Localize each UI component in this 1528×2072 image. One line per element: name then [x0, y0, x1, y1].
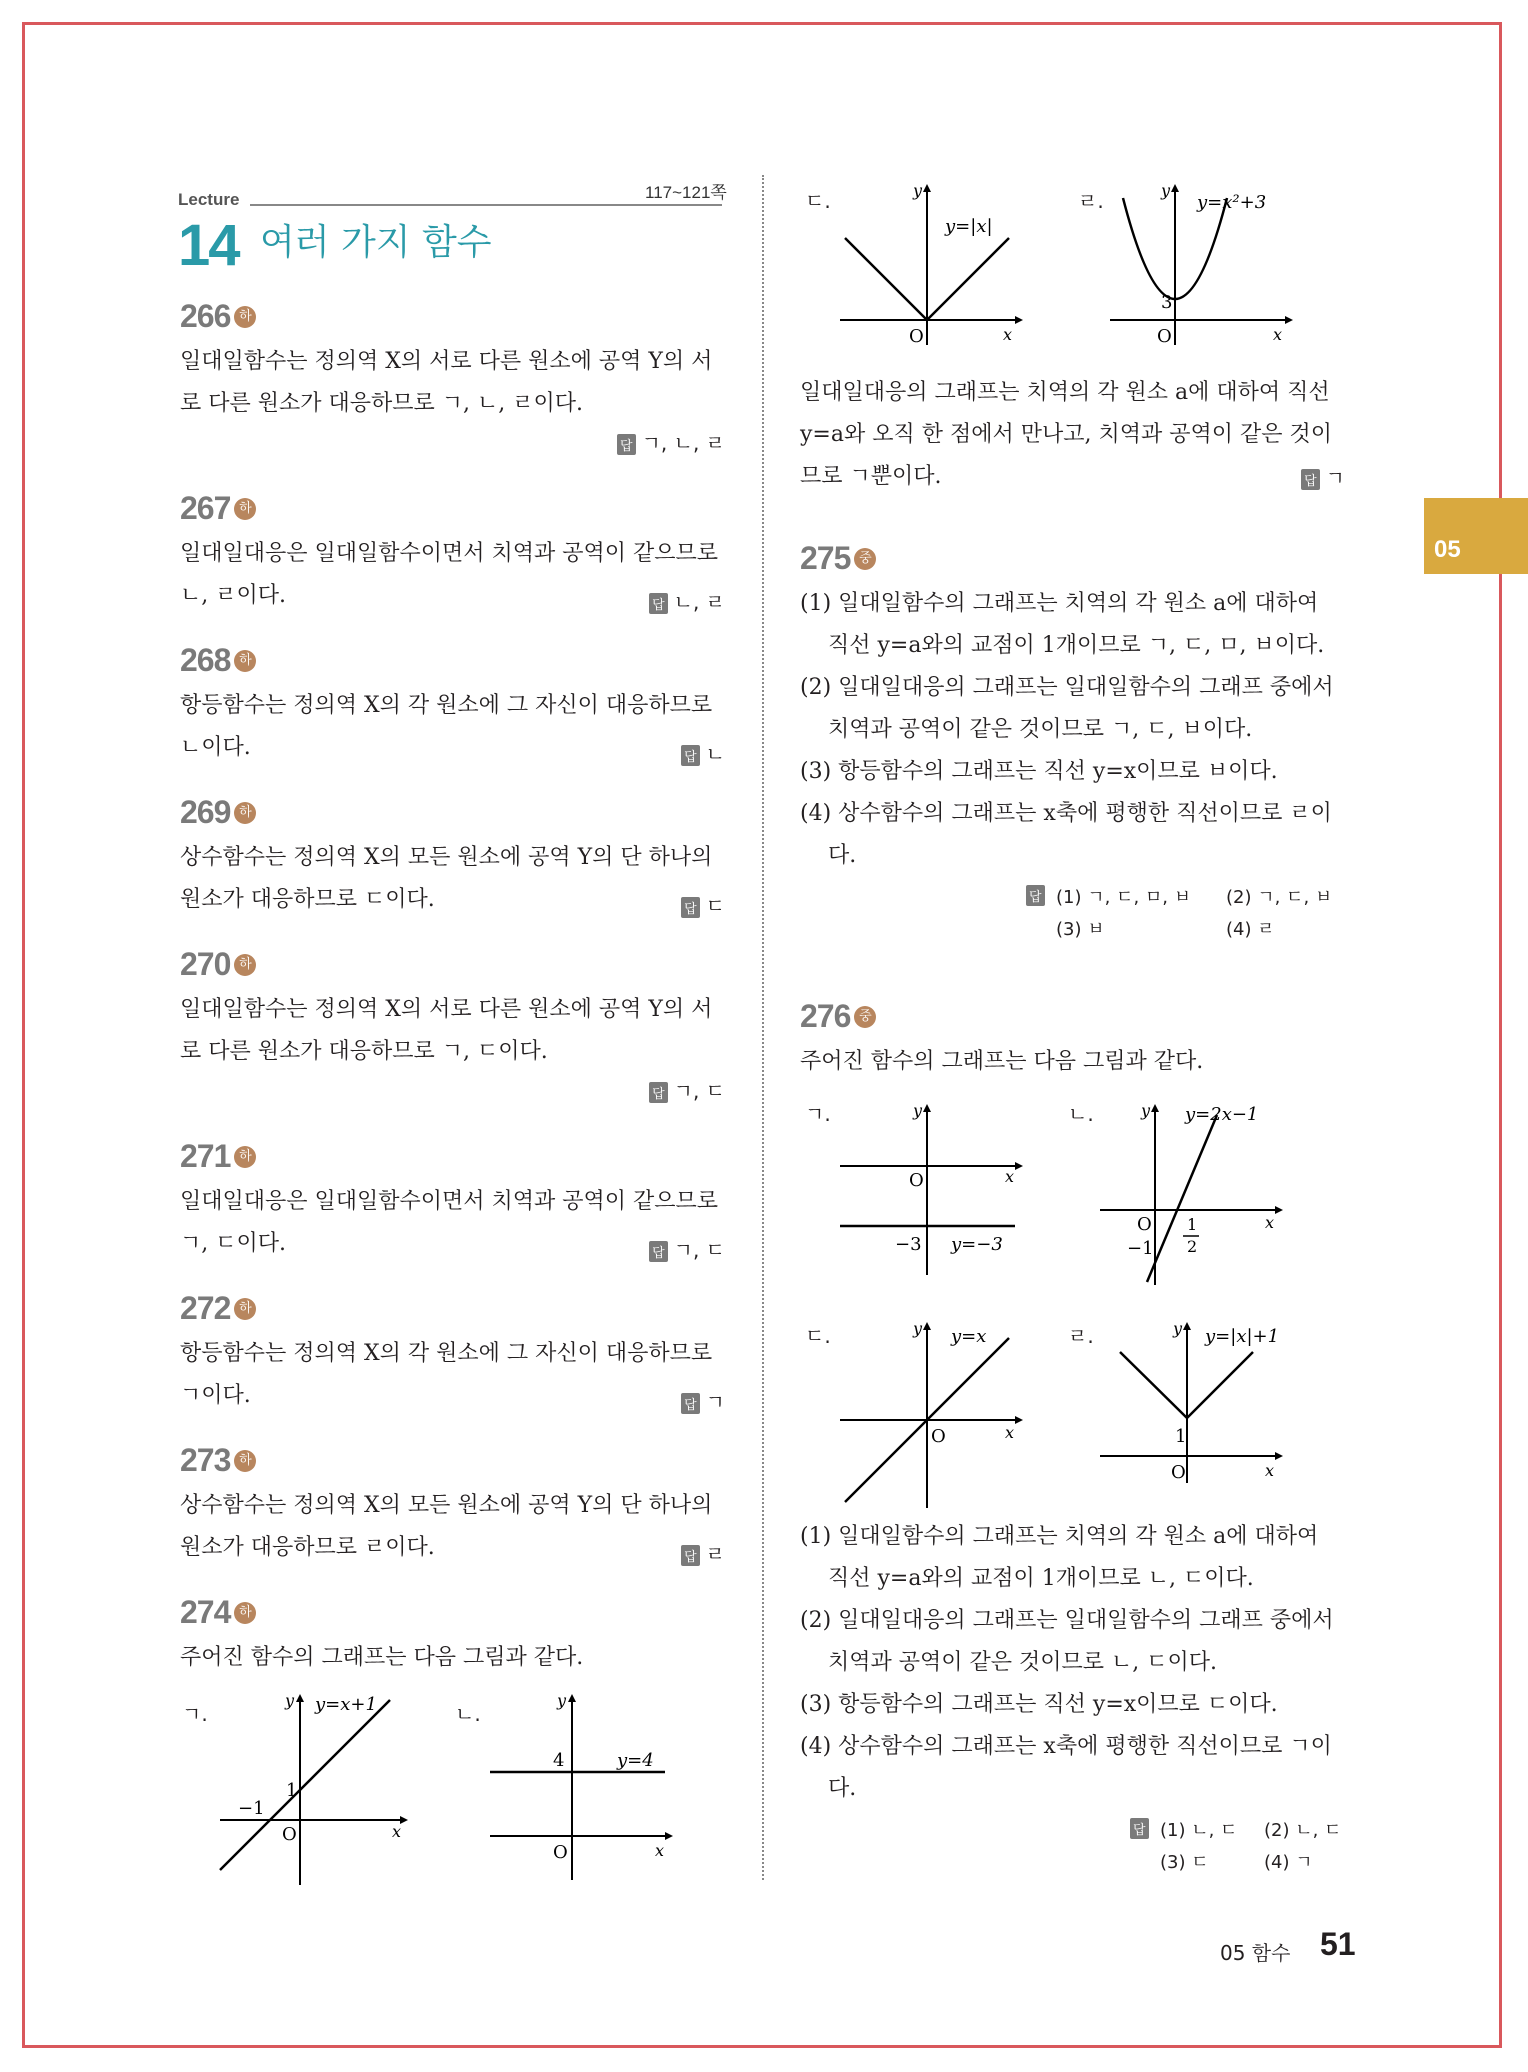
graph-274-b: [485, 1690, 685, 1890]
answer: 답 ㄴ: [681, 738, 725, 767]
difficulty-badge: 중: [854, 1006, 876, 1028]
svg-text:O: O: [553, 1842, 568, 1863]
graph-276-d: [1095, 1318, 1335, 1493]
problem-271: [180, 1138, 725, 1265]
lecture-pages: 117~121쪽: [645, 183, 727, 202]
column-divider: [762, 175, 764, 1880]
answer-block: 답 (1) ㄱ, ㄷ, ㅁ, ㅂ (2) ㄱ, ㄷ, ㅂ (3) ㅂ (4) ㄹ: [800, 877, 1345, 947]
answer: 답 ㄱ, ㄷ: [180, 1075, 725, 1104]
graph-label: ㄷ.: [805, 1324, 831, 1348]
problem-274-conclusion: [800, 372, 1345, 498]
svg-text:1: 1: [1187, 1215, 1198, 1234]
problem-number: 276: [800, 998, 851, 1034]
svg-text:O: O: [1157, 326, 1172, 347]
graph-equation: y=|x|: [945, 216, 993, 237]
difficulty-badge: 하: [234, 306, 256, 328]
problem-268: [180, 642, 725, 769]
svg-text:x: x: [392, 1822, 402, 1841]
graph-label: ㄹ.: [1068, 1324, 1094, 1348]
problem-273: [180, 1442, 725, 1569]
difficulty-badge: 하: [234, 498, 256, 520]
svg-text:y: y: [913, 1319, 923, 1338]
svg-text:−1: −1: [238, 1798, 265, 1819]
problem-274: [180, 1594, 725, 1679]
answer-icon: 답: [617, 434, 636, 455]
answer: 답 ㄱ, ㄷ: [649, 1234, 725, 1263]
difficulty-badge: 하: [234, 650, 256, 672]
graph-equation: y=x: [951, 1326, 987, 1347]
graph-label: ㄴ.: [455, 1702, 481, 1726]
answer-icon: 답: [1026, 885, 1045, 906]
svg-text:O: O: [1137, 1214, 1152, 1235]
svg-text:y: y: [1141, 1101, 1151, 1120]
problem-number: 270: [180, 946, 231, 982]
svg-text:4: 4: [553, 1750, 565, 1771]
graph-label: ㄱ.: [182, 1702, 208, 1726]
graph-label: ㄴ.: [1068, 1102, 1094, 1126]
lecture-rule: [250, 204, 722, 206]
chapter-side-tab: 05: [1424, 498, 1528, 574]
problem-number: 271: [180, 1138, 231, 1174]
answer: 답 ㄹ: [681, 1538, 725, 1567]
difficulty-badge: 하: [234, 954, 256, 976]
difficulty-badge: 하: [234, 1146, 256, 1168]
problem-272: [180, 1290, 725, 1417]
problem-number: 274: [180, 1594, 231, 1630]
solution-items: [800, 583, 1345, 877]
problem-solution: 항등함수는 정의역 X의 각 원소에 그 자신이 대응하므로 ㄱ이다.: [180, 1341, 713, 1408]
svg-text:y: y: [913, 181, 923, 200]
svg-text:3: 3: [1161, 292, 1173, 313]
problem-number: 273: [180, 1442, 231, 1478]
answer-block: 답 (1) ㄴ, ㄷ (2) ㄴ, ㄷ (3) ㄷ (4) ㄱ: [800, 1810, 1345, 1880]
graph-276-a: [835, 1100, 1035, 1285]
solution-item: (2) 일대일대응의 그래프는 일대일함수의 그래프 중에서 치역과 공역이 같은 것이므로 ㄴ, ㄷ이다.: [800, 1608, 1334, 1675]
solution-item: (2) 일대일대응의 그래프는 일대일함수의 그래프 중에서 치역과 공역이 같은 것이므로 ㄱ, ㄷ, ㅂ이다.: [800, 675, 1334, 742]
answer-icon: 답: [681, 745, 700, 766]
problem-solution: 일대일대응은 일대일함수이면서 치역과 공역이 같으므로 ㄱ, ㄷ이다.: [180, 1189, 719, 1256]
problem-276: [800, 998, 1345, 1083]
answer-icon: 답: [1301, 469, 1320, 490]
graph-equation: y=4: [617, 1750, 654, 1771]
answer-icon: 답: [1130, 1818, 1149, 1839]
svg-text:y: y: [285, 1691, 295, 1710]
svg-text:x: x: [1005, 1423, 1015, 1442]
problem-solution: 일대일함수는 정의역 X의 서로 다른 원소에 공역 Y의 서로 다른 원소가 대응하므로 ㄱ, ㄷ이다.: [180, 997, 713, 1064]
difficulty-badge: 중: [854, 548, 876, 570]
graph-equation: y=−3: [951, 1234, 1003, 1255]
footer-chapter: 05 함수: [1220, 1941, 1291, 1965]
svg-text:O: O: [282, 1824, 297, 1845]
answer-icon: 답: [681, 1393, 700, 1414]
graph-276-c: [835, 1318, 1035, 1513]
svg-text:y: y: [1173, 1319, 1183, 1338]
svg-text:x: x: [1273, 325, 1283, 344]
problem-275: [800, 540, 1345, 947]
solution-item: (4) 상수함수의 그래프는 x축에 평행한 직선이므로 ㄱ이다.: [800, 1734, 1332, 1801]
answer-icon: 답: [649, 1082, 668, 1103]
answer-icon: 답: [649, 1241, 668, 1262]
problem-269: [180, 794, 725, 921]
svg-text:x: x: [1005, 1167, 1015, 1186]
graph-276-b: [1095, 1100, 1335, 1295]
answer: 답 ㄴ, ㄹ: [649, 586, 725, 615]
problem-solution: 일대일대응의 그래프는 치역의 각 원소 a에 대하여 직선 y=a와 오직 한 점에서 만나고, 치역과 공역이 같은 것이므로 ㄱ뿐이다.: [800, 380, 1332, 489]
svg-text:O: O: [909, 326, 924, 347]
solution-item: (4) 상수함수의 그래프는 x축에 평행한 직선이므로 ㄹ이다.: [800, 801, 1332, 868]
graph-274-c: [835, 180, 1035, 350]
lecture-title: 여러 가지 함수: [260, 222, 492, 263]
svg-text:2: 2: [1187, 1237, 1198, 1256]
problem-267: [180, 490, 725, 617]
problem-number: 268: [180, 642, 231, 678]
answer-icon: 답: [649, 593, 668, 614]
problem-276-solution: [800, 1516, 1345, 1880]
graph-equation: y=2x−1: [1185, 1104, 1259, 1125]
answer-icon: 답: [681, 897, 700, 918]
problem-solution: 상수함수는 정의역 X의 모든 원소에 공역 Y의 단 하나의 원소가 대응하므로 ㄷ이다.: [180, 845, 713, 912]
problem-number: 266: [180, 298, 231, 334]
svg-text:x: x: [655, 1841, 665, 1860]
svg-text:x: x: [1265, 1461, 1275, 1480]
difficulty-badge: 하: [234, 1602, 256, 1624]
problem-266: [180, 298, 725, 456]
graph-equation: y=|x|+1: [1205, 1326, 1280, 1347]
solution-items: [800, 1516, 1345, 1810]
problem-number: 275: [800, 540, 851, 576]
svg-text:x: x: [1265, 1213, 1275, 1232]
answer: 답 ㄱ, ㄴ, ㄹ: [180, 427, 725, 456]
problem-solution: 일대일함수는 정의역 X의 서로 다른 원소에 공역 Y의 서로 다른 원소가 대응하므로 ㄱ, ㄴ, ㄹ이다.: [180, 349, 713, 416]
problem-solution: 일대일대응은 일대일함수이면서 치역과 공역이 같으므로 ㄴ, ㄹ이다.: [180, 541, 719, 608]
graph-label: ㄱ.: [805, 1102, 831, 1126]
graph-274-a: [210, 1690, 410, 1890]
solution-item: (1) 일대일함수의 그래프는 치역의 각 원소 a에 대하여 직선 y=a와의 교점이 1개이므로 ㄴ, ㄷ이다.: [800, 1524, 1319, 1591]
svg-text:y: y: [913, 1101, 923, 1120]
svg-text:O: O: [1171, 1462, 1186, 1483]
graph-label: ㄹ.: [1078, 189, 1104, 213]
difficulty-badge: 하: [234, 1298, 256, 1320]
lecture-number: 14: [178, 213, 239, 278]
lecture-label: Lecture: [178, 190, 240, 209]
problem-number: 267: [180, 490, 231, 526]
problem-solution: 항등함수는 정의역 X의 각 원소에 그 자신이 대응하므로 ㄴ이다.: [180, 693, 713, 760]
svg-text:y: y: [557, 1691, 567, 1710]
svg-text:O: O: [909, 1170, 924, 1191]
problem-solution: 상수함수는 정의역 X의 모든 원소에 공역 Y의 단 하나의 원소가 대응하므로 ㄹ이다.: [180, 1493, 713, 1560]
problem-intro: 주어진 함수의 그래프는 다음 그림과 같다.: [800, 1049, 1204, 1074]
svg-text:y: y: [1161, 181, 1171, 200]
svg-text:−1: −1: [1127, 1238, 1154, 1259]
page-number: 51: [1320, 1926, 1356, 1962]
difficulty-badge: 하: [234, 1450, 256, 1472]
graph-equation: y=x²+3: [1197, 192, 1267, 213]
solution-item: (3) 항등함수의 그래프는 직선 y=x이므로 ㅂ이다.: [800, 759, 1278, 784]
svg-text:O: O: [931, 1426, 946, 1447]
problem-number: 272: [180, 1290, 231, 1326]
graph-label: ㄷ.: [805, 189, 831, 213]
graph-274-d: [1105, 180, 1325, 350]
answer: 답 ㄱ: [681, 1386, 725, 1415]
problem-number: 269: [180, 794, 231, 830]
svg-text:−3: −3: [895, 1234, 922, 1255]
svg-text:x: x: [1003, 325, 1013, 344]
graph-equation: y=x+1: [315, 1694, 377, 1715]
svg-text:1: 1: [1175, 1426, 1187, 1447]
svg-text:1: 1: [286, 1780, 298, 1801]
problem-270: [180, 946, 725, 1104]
difficulty-badge: 하: [234, 802, 256, 824]
answer-icon: 답: [681, 1545, 700, 1566]
solution-item: (3) 항등함수의 그래프는 직선 y=x이므로 ㄷ이다.: [800, 1692, 1278, 1717]
solution-item: (1) 일대일함수의 그래프는 치역의 각 원소 a에 대하여 직선 y=a와의 교점이 1개이므로 ㄱ, ㄷ, ㅁ, ㅂ이다.: [800, 591, 1325, 658]
answer: 답 ㄷ: [681, 890, 725, 919]
problem-intro: 주어진 함수의 그래프는 다음 그림과 같다.: [180, 1645, 584, 1670]
answer: 답 ㄱ: [1301, 462, 1345, 491]
